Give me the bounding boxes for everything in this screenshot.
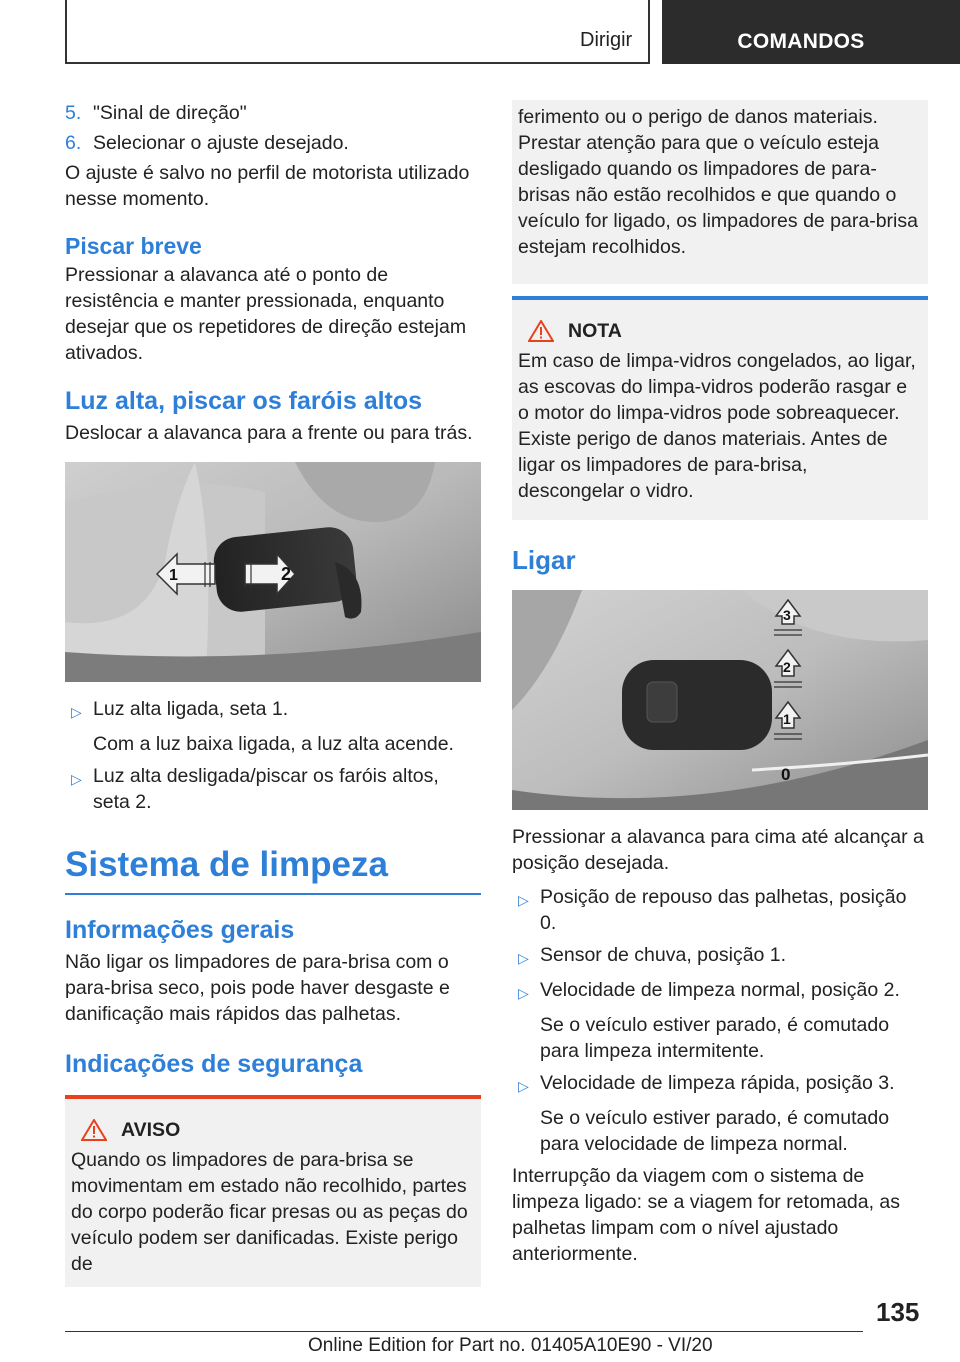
- list-item: [65, 763, 481, 815]
- info-text: Não ligar os limpadores de para-brisa com o para-brisa seco, pois pode haver desgaste e danificação mais rápidos das palhetas.: [65, 951, 450, 1025]
- step-number: 6.: [65, 132, 82, 154]
- bullet-text: Velocidade de limpeza rápida, posição 3.: [540, 1072, 895, 1094]
- safety-heading: Indicações de segurança: [65, 1050, 363, 1078]
- position-label-3: 3: [783, 607, 791, 623]
- triangle-bullet-icon: ▷: [518, 985, 529, 1001]
- bullet-text: Luz alta ligada, seta 1.: [93, 698, 289, 720]
- step-number: 5.: [65, 102, 82, 124]
- nota-text: Em caso de limpa-vidros congelados, ao ligar, as escovas do limpa-vidros poderão rasgar e o motor do limpa-vidros pode sobreaquecer. Existe perigo de danos materiais. Antes de ligar os limpadores de para-brisa, descongelar o vidro.: [518, 350, 916, 502]
- list-item: [512, 1070, 928, 1099]
- footer-edition: Online Edition for Part no. 01405A10E90 - VI/20: [308, 1335, 713, 1356]
- lever-illustration-2: [512, 590, 928, 810]
- aviso-title: AVISO: [121, 1119, 181, 1141]
- warning-triangle-icon: [81, 1119, 107, 1141]
- list-item: [65, 696, 481, 725]
- footer-divider: [65, 1331, 863, 1332]
- piscar-text: Pressionar a alavanca até o ponto de resistência e manter pressionada, enquanto desejar que os repetidores de direção estejam ativados.: [65, 264, 467, 364]
- luz-alta-text: Deslocar a alavanca para a frente ou para trás.: [65, 422, 473, 444]
- aviso-text: Quando os limpadores de para-brisa se movimentam em estado não recolhido, partes do corpo poderão ficar presas ou as peças do veículo podem ser danificadas. Existe perigo de: [71, 1149, 468, 1275]
- triangle-bullet-icon: ▷: [518, 1078, 529, 1094]
- position-label-1: 1: [783, 711, 791, 727]
- triangle-bullet-icon: ▷: [518, 892, 529, 908]
- aviso-text-continued: ferimento ou o perigo de danos materiais. Prestar atenção para que o veículo esteja desligado quando os limpadores de para-brisas não estão recolhidos e que quando o veículo for ligado, os limpadores de para-brisa estejam recolhidos.: [518, 106, 918, 258]
- chapter-title: Sistema de limpeza: [65, 843, 481, 895]
- piscar-heading: Piscar breve: [65, 233, 202, 259]
- page-number: 135: [876, 1297, 920, 1327]
- saved-note: O ajuste é salvo no perfil de motorista utilizado nesse momento.: [65, 162, 470, 210]
- list-item: [512, 977, 928, 1006]
- nota-title: NOTA: [568, 320, 622, 342]
- bullet-text: Luz alta desligada/piscar os faróis altos, seta 2.: [93, 765, 439, 813]
- position-label-0: 0: [781, 765, 791, 784]
- nota-box: [512, 296, 928, 520]
- lever-illustration-1: [65, 462, 481, 682]
- bullet-subtext: Se o veículo estiver parado, é comutado para limpeza intermitente.: [540, 1014, 890, 1062]
- lever-figure-up: [512, 590, 928, 810]
- bullet-text: Velocidade de limpeza normal, posição 2.: [540, 979, 900, 1001]
- ligar-heading: Ligar: [512, 545, 576, 575]
- step-text: Selecionar o ajuste desejado.: [93, 132, 349, 154]
- left-column: [65, 100, 481, 1287]
- list-item: [512, 884, 928, 936]
- bullet-text: Sensor de chuva, posição 1.: [540, 944, 787, 966]
- aviso-header: [71, 1117, 471, 1143]
- aviso-box: [65, 1095, 481, 1287]
- interrupt-text: Interrupção da viagem com o sistema de limpeza ligado: se a viagem for retomada, as palhetas limpam com o nível ajustado anteriormente.: [512, 1165, 901, 1265]
- arrow-label-1: 1: [169, 567, 178, 584]
- list-item: [512, 942, 928, 971]
- step-text: "Sinal de direção": [93, 102, 247, 124]
- luz-alta-heading: Luz alta, piscar os faróis altos: [65, 387, 423, 415]
- step-item: [65, 100, 481, 126]
- bullet-subtext: Se o veículo estiver parado, é comutado para velocidade de limpeza normal.: [540, 1107, 890, 1155]
- position-label-2: 2: [783, 659, 791, 675]
- triangle-bullet-icon: ▷: [71, 704, 82, 720]
- bullet-subtext: Com a luz baixa ligada, a luz alta acende.: [93, 733, 454, 755]
- header-chapter-tab: [662, 0, 960, 64]
- nota-header: [518, 318, 918, 344]
- arrow-label-2: 2: [281, 564, 292, 584]
- lever-figure-forward-back: [65, 462, 481, 682]
- aviso-box-continued: [512, 100, 928, 284]
- header-chapter-label: COMANDOS: [737, 30, 865, 53]
- triangle-bullet-icon: ▷: [71, 771, 82, 787]
- header-frame: [65, 0, 650, 64]
- bullet-text: Posição de repouso das palhetas, posição 0.: [540, 886, 907, 934]
- triangle-bullet-icon: ▷: [518, 950, 529, 966]
- right-column: [512, 100, 928, 1275]
- warning-triangle-icon: [528, 320, 554, 342]
- header-section-title: Dirigir: [580, 29, 633, 51]
- step-item: [65, 130, 481, 156]
- ligar-text: Pressionar a alavanca para cima até alcançar a posição desejada.: [512, 826, 924, 874]
- info-heading: Informações gerais: [65, 916, 295, 944]
